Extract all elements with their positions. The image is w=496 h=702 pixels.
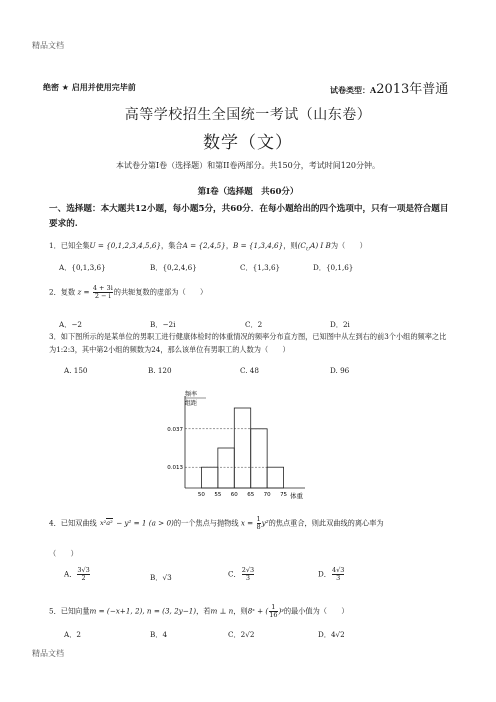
x-tick-label: 60: [230, 492, 238, 498]
q1-expression: [297, 241, 331, 253]
q4-parabola-fraction: [257, 516, 261, 531]
q4-hyp-tail: − y² = 1 (a > 0): [116, 518, 174, 528]
q2-fraction: [93, 285, 113, 300]
q4-par-num: 1: [256, 515, 261, 523]
q1-option-a: A．{0,1,3,6}: [59, 263, 106, 272]
question-3-stem: 3．如下图所示的是某单位的男职工进行健康体检时的体重情况的频率分布直方图，已知图中从左到右的前3个小组的频率之比为1:2:3，其中第2小组的频数为24，那么该单位有男职工的人数为（ ）: [49, 332, 447, 354]
q3-option-d: D. 96: [330, 366, 350, 375]
q4-hyp-num: x²: [100, 519, 107, 527]
histogram-bar-3: [234, 408, 250, 488]
q1-set-b: B = {1,3,4,6}: [233, 241, 284, 250]
q1-set-a: A = {2,4,5}: [182, 241, 226, 250]
q5-frac-den: 16: [269, 611, 278, 619]
q4-option-a: [64, 567, 91, 582]
question-1-stem: [49, 240, 367, 255]
histogram-bar-2: [218, 448, 234, 488]
q2-option-c: C．2: [245, 320, 263, 329]
q4-option-b-letter: B．: [150, 573, 163, 582]
frequency-histogram: [150, 388, 320, 503]
q1-text-a: 1．已知全集: [49, 241, 90, 250]
q4-paren: （ ）: [49, 549, 78, 558]
q5-text-d: 的最小值为（ ）: [283, 606, 349, 616]
confidential-label: 绝密 ★ 启用并使用完毕前: [43, 83, 136, 92]
watermark-bottom: 精品文档: [32, 649, 64, 658]
q4-option-c-letter: C．: [228, 569, 241, 579]
exam-type-header: [330, 78, 448, 97]
q5-option-d: D．4√2: [318, 630, 345, 639]
q1-text-c: ，则: [283, 241, 298, 250]
q4-option-a-letter: A．: [64, 569, 77, 579]
q5-vectors: m = (−x+1, 2), n = (3, 2y−1): [89, 606, 197, 616]
section-title: 第I卷（选择题 共60分）: [197, 187, 299, 197]
q4-option-c-frac: [242, 567, 254, 582]
q1-option-b: B．{0,2,4,6}: [150, 263, 197, 272]
q3-option-b: B. 120: [148, 366, 172, 375]
q4-par-tail: y²: [261, 518, 269, 528]
q5-text-c: ，则: [233, 606, 248, 616]
q2-text-b: 的共轭复数的虚部为（ ）: [113, 287, 208, 297]
q4-text-b: 的一个焦点与抛物线: [173, 518, 239, 528]
q3-option-a: A. 150: [64, 366, 88, 375]
x-tick-label: 70: [263, 492, 271, 498]
q4-option-d-letter: D．: [318, 569, 331, 579]
q4-option-a-num: 3√3: [77, 566, 90, 574]
y-tick-label: 0.013: [167, 465, 183, 472]
q1-option-d: D．{0,1,6}: [313, 263, 354, 272]
q5-option-b: B．4: [150, 630, 168, 639]
q3-option-c: C. 48: [240, 366, 259, 375]
x-tick-label: 75: [280, 492, 288, 498]
q1-expr-sub: U: [305, 246, 311, 253]
q4-option-d-num: 4√3: [331, 566, 345, 574]
histogram-bar-4: [251, 429, 267, 488]
q2-numerator: 4 + 3i: [92, 284, 113, 292]
watermark-top: 精品文档: [32, 41, 64, 50]
q1-expr-tail: A) I B: [310, 241, 331, 250]
q4-option-d: [318, 567, 345, 582]
q4-hyperbola-fraction: [100, 520, 113, 527]
exam-title: 高等学校招生全国统一考试（山东卷）: [124, 107, 372, 123]
q4-hyp-den: a²: [106, 519, 113, 527]
exam-type-label: 试卷类型：A: [330, 85, 377, 95]
exam-intro: 本试卷分第I卷（选择题）和第II卷两部分。共150分，考试时间120分钟。: [115, 161, 381, 170]
subject-title: 数学（文）: [203, 133, 293, 153]
q5-option-c: C．2√2: [228, 630, 255, 639]
q1-text-b: ，集合: [161, 241, 183, 250]
q5-expr-tail: )ʸ: [278, 606, 284, 616]
q4-text-a: 4．已知双曲线: [49, 518, 97, 528]
question-2-stem: [49, 285, 207, 300]
q1-expr-head: (C: [297, 241, 306, 250]
x-tick-label: 50: [197, 492, 205, 498]
q4-option-a-den: 2: [77, 574, 89, 582]
question-5-stem: [49, 604, 349, 619]
q5-perp: m ⊥ n: [210, 606, 234, 616]
q5-frac-num: 1: [271, 603, 276, 611]
q1-set-u: U = {0,1,2,3,4,5,6}: [89, 241, 162, 250]
q4-option-d-den: 3: [332, 574, 344, 582]
q2-text-a: 2．复数: [49, 287, 76, 297]
part-instructions: 一、选择题：本大题共12小题，每小题5分，共60分．在每小题给出的四个选项中，只有一项是符合题目要求的.: [49, 204, 449, 229]
question-4-stem: [49, 516, 384, 531]
y-axis-label-top: 频率: [185, 391, 198, 398]
q4-option-b-value: √3: [162, 573, 172, 582]
q4-option-c: [228, 567, 255, 582]
q5-text-b: ，若: [196, 606, 211, 616]
q2-z: z =: [77, 287, 90, 297]
q5-fraction: [269, 604, 277, 619]
q2-option-d: D．2i: [330, 320, 350, 329]
y-tick-label: 0.037: [167, 426, 183, 433]
q4-option-a-frac: [77, 567, 89, 582]
y-axis-label-bottom: 组距: [185, 400, 198, 407]
q4-option-d-frac: [332, 567, 344, 582]
x-tick-label: 55: [214, 492, 222, 498]
exam-year-text: 2013年普通: [376, 82, 449, 97]
q1-sep: ，: [225, 241, 234, 250]
q4-text-c: 的焦点重合，则此双曲线的离心率为: [268, 518, 384, 528]
histogram-bar-5: [267, 467, 283, 488]
q2-option-b: B．−2i: [150, 320, 176, 329]
q5-option-a: A．2: [64, 630, 81, 639]
q5-text-a: 5．已知向量: [49, 606, 90, 616]
x-axis-label: 体重: [290, 492, 303, 500]
q1-option-c: C．{1,3,6}: [240, 263, 281, 272]
q4-option-c-den: 3: [242, 574, 254, 582]
q4-par-head: x =: [240, 518, 254, 528]
histogram-bar-1: [201, 467, 217, 488]
q2-denominator: 2 − i: [93, 292, 113, 300]
q4-par-den: 8: [256, 523, 261, 531]
x-tick-label: 65: [247, 492, 255, 498]
q1-text-d: 为（ ）: [330, 241, 367, 250]
q2-option-a: A．−2: [59, 320, 82, 329]
q4-option-c-num: 2√3: [241, 566, 255, 574]
q4-option-b: [150, 573, 172, 583]
q5-expr-head: 8ˣ + (: [247, 606, 269, 616]
